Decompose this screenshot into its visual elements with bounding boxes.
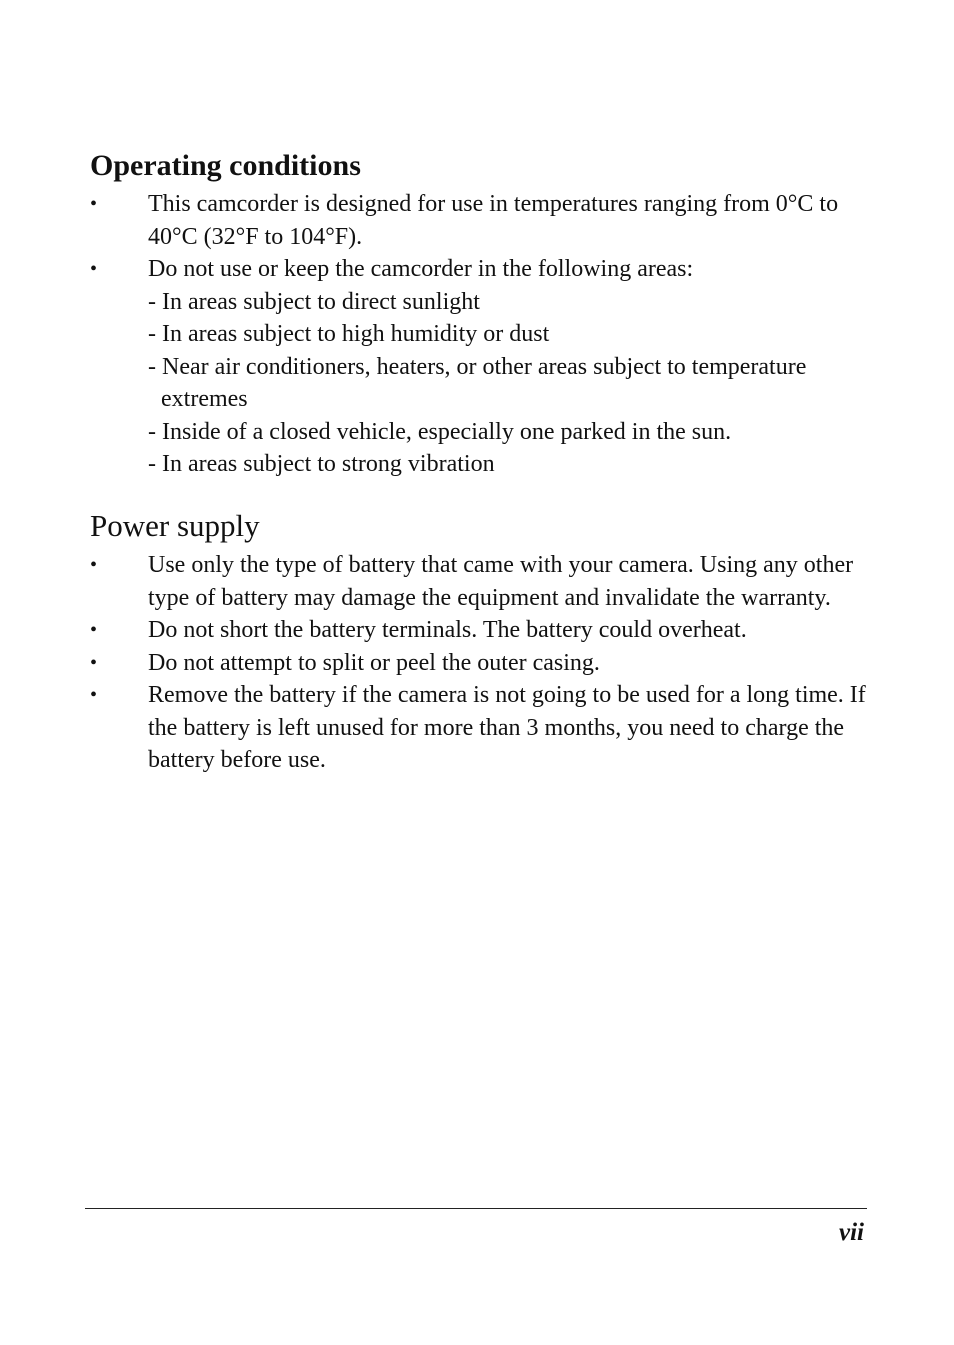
sub-list-item: - In areas subject to direct sunlight: [148, 288, 480, 315]
bullet-icon: •: [90, 193, 98, 215]
sub-list-item: - Inside of a closed vehicle, especially one parked in the sun.: [148, 418, 732, 445]
power-supply-list: [90, 549, 870, 777]
list-item-text: Do not use or keep the camcorder in the following areas:: [148, 256, 694, 282]
bullet-icon: •: [90, 258, 98, 280]
sub-list-item: - In areas subject to strong vibration: [148, 451, 495, 477]
list-item-text: Use only the type of battery that came with your camera. Using any other type of battery may damage the equipment and invalidate the warranty.: [148, 552, 854, 611]
list-item: [90, 253, 870, 481]
bullet-icon: •: [90, 619, 98, 641]
power-supply-section: [90, 505, 870, 777]
power-supply-heading: Power supply: [90, 508, 260, 543]
list-item: [90, 549, 870, 614]
bullet-icon: •: [90, 554, 98, 576]
list-item: [90, 614, 870, 647]
list-item-text: This camcorder is designed for use in temperatures ranging from 0°C to 40°C (32°F to 104°F).: [148, 191, 839, 250]
list-item-text: Remove the battery if the camera is not going to be used for a long time. If the battery is left unused for more than 3 months, you need to charge the battery before use.: [148, 682, 866, 773]
operating-conditions-list: [90, 188, 870, 481]
page-number: vii: [839, 1219, 864, 1246]
list-item: [90, 679, 870, 777]
operating-conditions-section: [90, 146, 870, 481]
bullet-icon: •: [90, 684, 98, 706]
list-item-text: Do not short the battery terminals. The battery could overheat.: [148, 617, 747, 643]
list-item: [90, 188, 870, 253]
list-item-text: Do not attempt to split or peel the outer casing.: [148, 649, 600, 676]
sub-list-item: - In areas subject to high humidity or dust: [148, 321, 550, 347]
footer-divider: [85, 1208, 867, 1209]
operating-conditions-heading: Operating conditions: [90, 149, 361, 182]
list-item: [90, 647, 870, 680]
bullet-icon: •: [90, 651, 98, 674]
sub-list-item: - Near air conditioners, heaters, or other areas subject to temperature extremes: [148, 353, 807, 412]
